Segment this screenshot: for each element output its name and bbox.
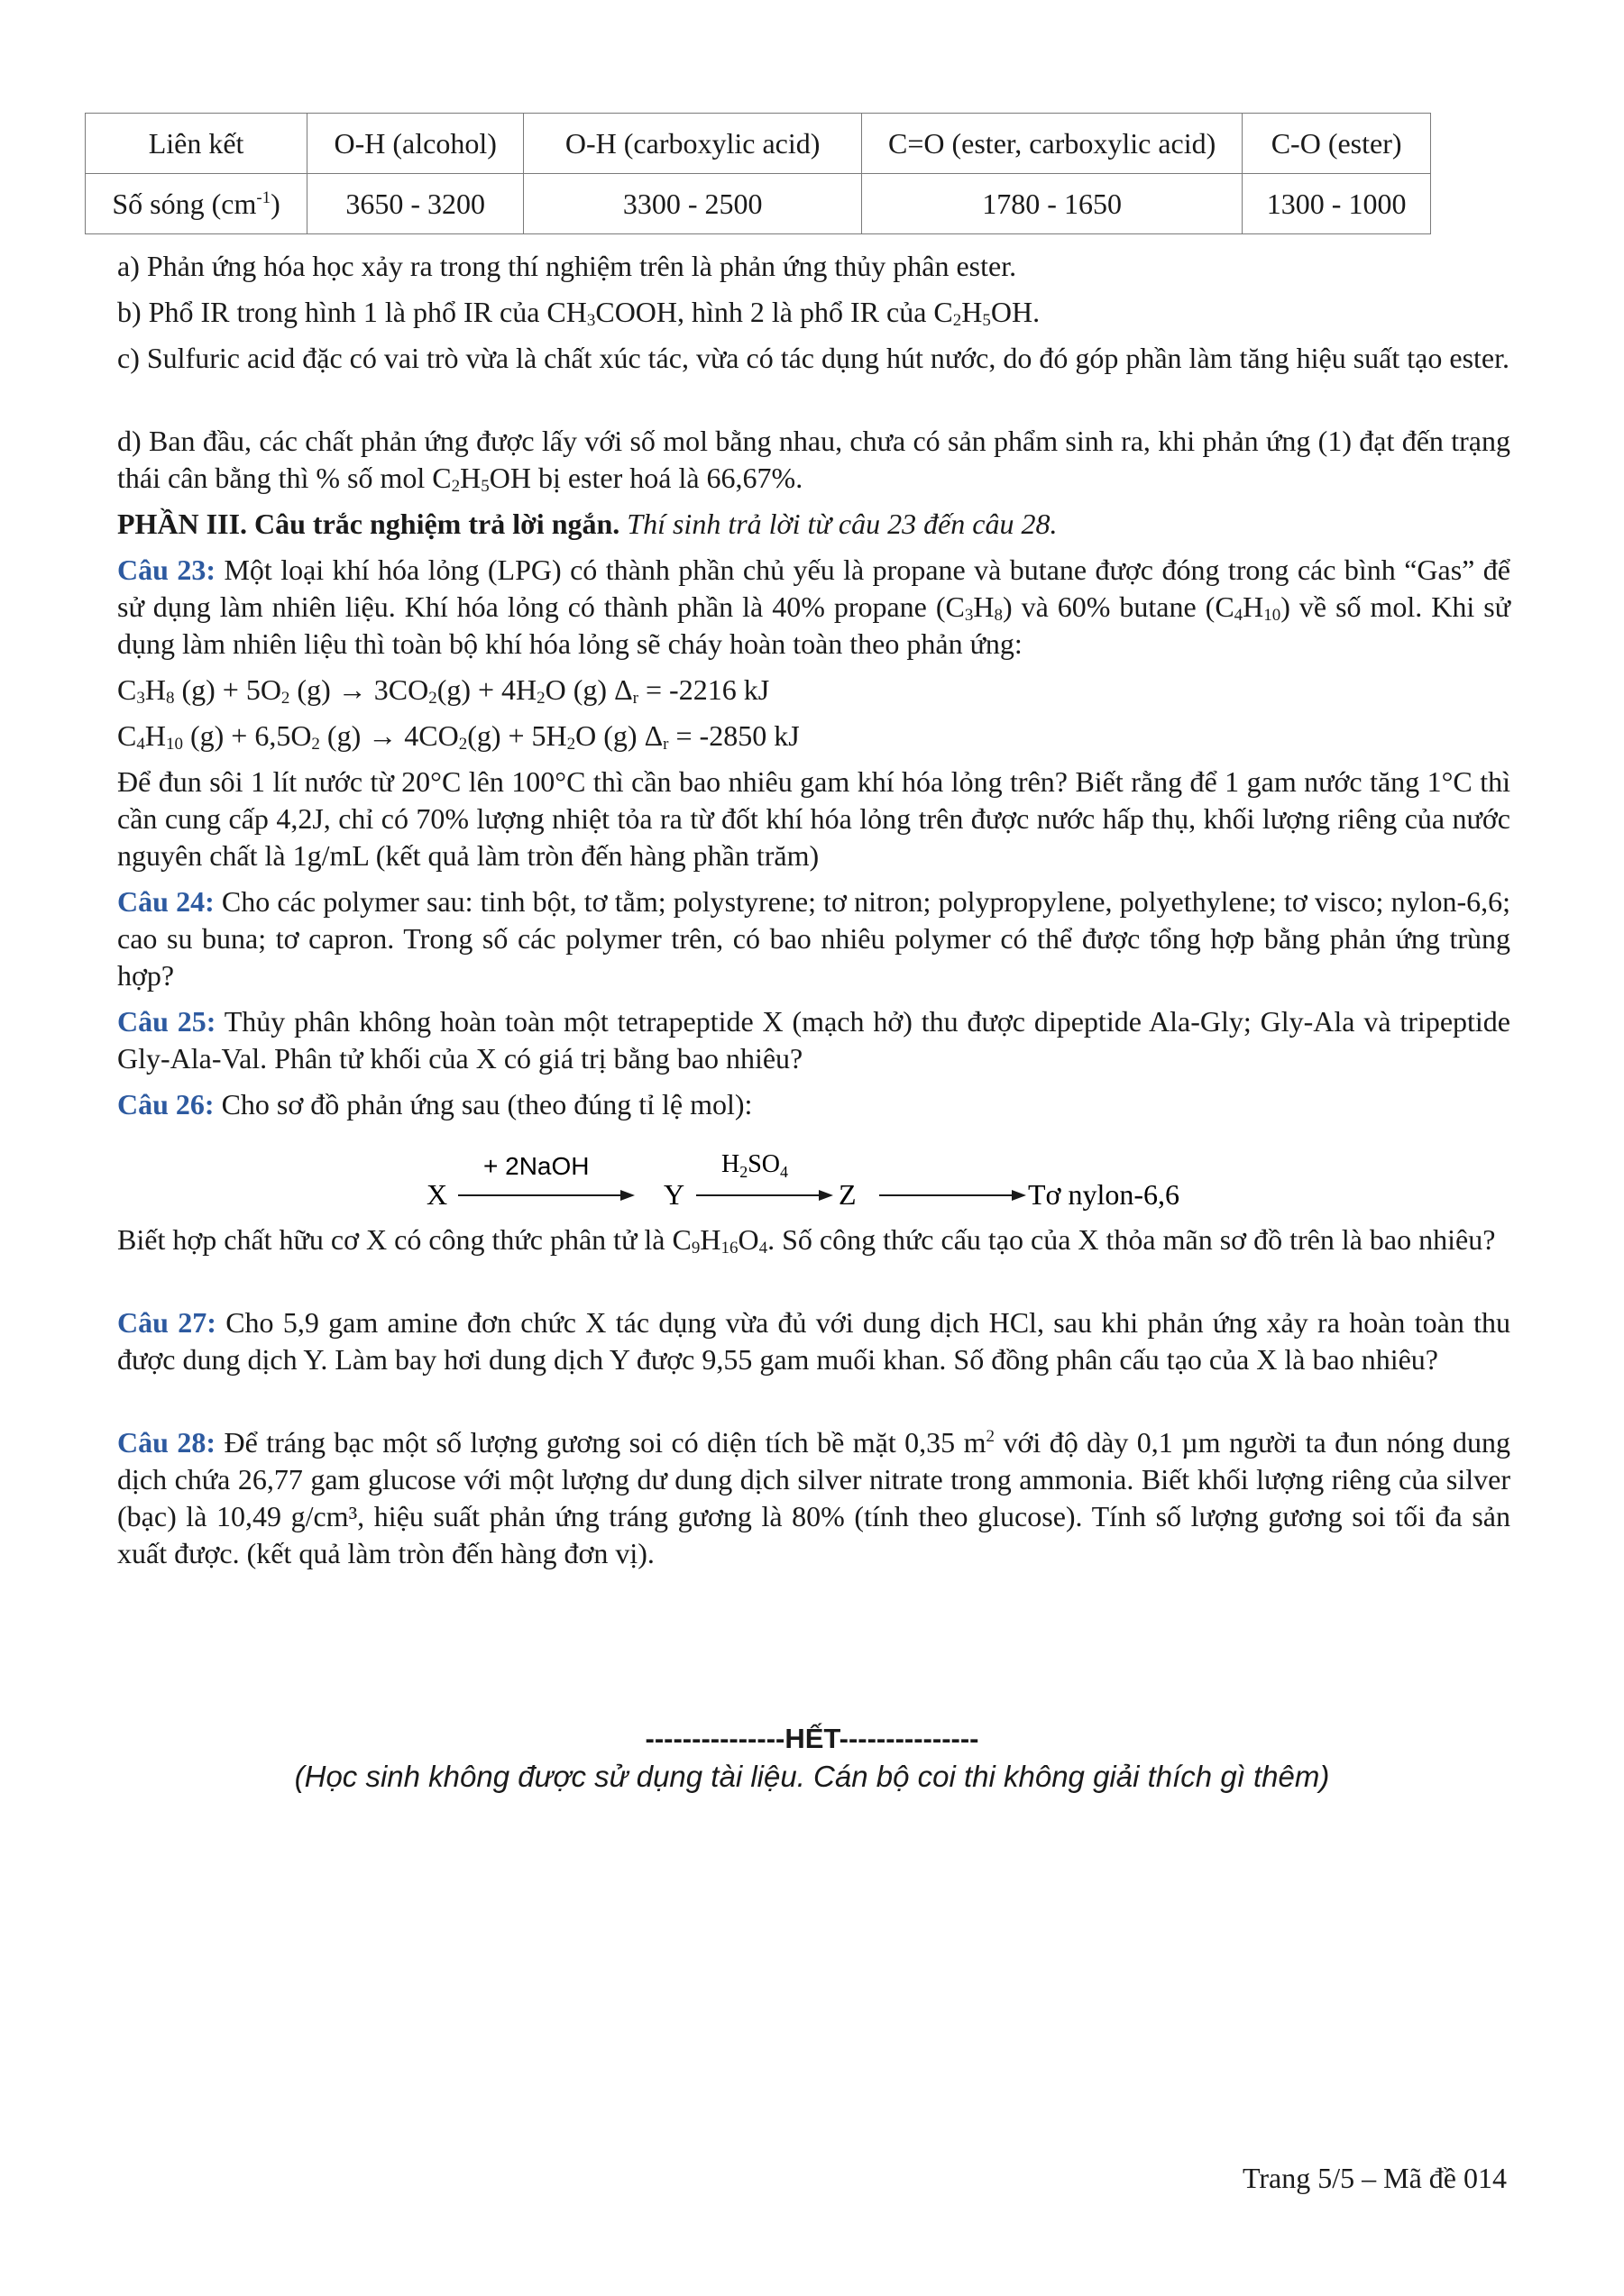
- question-27: Câu 27: Cho 5,9 gam amine đơn chức X tác dụng vừa đủ với dung dịch HCl, sau khi phản ứng xảy ra hoàn toàn thu được dung dịch Y. Làm bay hơi dung dịch Y được 9,55 gam muối khan. Số đồng phân cấu tạo của X là bao nhiêu?: [117, 1306, 1511, 1376]
- question-23-continued: Để đun sôi 1 lít nước từ 20°C lên 100°C thì cần bao nhiêu gam khí hóa lỏng trên? Biết rằng để 1 gam nước tăng 1°C thì cần cung cấp 4,2J, chỉ có 70% lượng nhiệt tỏa ra từ đốt khí hóa lỏng trên được nước hấp thụ, khối lượng riêng của nước nguyên chất là 1g/mL (kết quả làm tròn đến hàng phần trăm): [117, 765, 1510, 872]
- scheme-reagent-h2so4: $H_2SO_4$: [721, 1150, 789, 1181]
- equation-butane: $C_4H_{10}$ $(g) + 6,5O_2$ $(g) \to 4CO_2(g) + 5H_2O$ (g) $\Delta_r = -2850$ kJ: [117, 719, 800, 754]
- table-cell: Liên kết: [86, 114, 307, 174]
- question-24: Câu 24: Cho các polymer sau: tinh bột, tơ tằm; polystyrene; tơ nitron; polypropylene, polyethylene; tơ visco; nylon-6,6; cao su buna; tơ capron. Trong số các polymer trên, có bao nhiêu polymer có thể được tổng hợp bằng phản ứng trùng hợp?: [117, 885, 1511, 992]
- question-26-continued: Biết hợp chất hữu cơ X có công thức phân tử là $C_9H_{16}O_4$. Số công thức cấu tạo của X thỏa mãn sơ đồ trên là bao nhiêu?: [117, 1223, 1496, 1258]
- scheme-x: X: [427, 1178, 448, 1211]
- statement-d: d) Ban đầu, các chất phản ứng được lấy với số mol bằng nhau, chưa có sản phẩm sinh ra, khi phản ứng (1) đạt đến trạng thái cân bằng thì % số mol $C_2H_5OH$ bị ester hoá là 66,67%.: [117, 425, 1510, 496]
- table-row-label: Số sóng $(cm^{-1})$: [86, 174, 307, 234]
- question-label: Câu 26:: [117, 1088, 215, 1121]
- table-cell: 1780 - 1650: [862, 174, 1243, 234]
- question-label: Câu 23:: [117, 553, 216, 586]
- question-23: Câu 23: Một loại khí hóa lỏng (LPG) có thành phần chủ yếu là propane và butane được đóng trong các bình “Gas” để sử dụng làm nhiên liệu. Khí hóa lỏng có thành phần là 40% propane $(C_3H_8)$ và 60% butane $(C_4H_{10})$ về số mol. Khi sử dụng làm nhiên liệu thì toàn bộ khí hóa lỏng sẽ cháy hoàn toàn theo phản ứng:: [117, 553, 1511, 660]
- statement-b: b) Phổ IR trong hình 1 là phổ IR của $CH_3COOH$, hình 2 là phổ IR của $C_2H_5OH$.: [117, 296, 1041, 330]
- table-cell: 1300 - 1000: [1243, 174, 1431, 234]
- question-25: Câu 25: Thủy phân không hoàn toàn một tetrapeptide X (mạch hở) thu được dipeptide Ala-Gly; Gly-Ala và tripeptide Gly-Ala-Val. Phân tử khối của X có giá trị bằng bao nhiêu?: [117, 1005, 1511, 1075]
- question-label: Câu 25:: [117, 1005, 216, 1038]
- table-cell: 3650 - 3200: [307, 174, 524, 234]
- statements-block: [117, 248, 1510, 1132]
- reaction-scheme: [415, 1143, 1226, 1215]
- arrow-1-head: [620, 1190, 635, 1201]
- equation-propane: $C_3H_8$ $(g) + 5O_2$ $(g) \to 3CO_2(g) + 4H_2O$ (g) $\Delta_r = -2216$ kJ: [117, 673, 770, 708]
- statement-a: a) Phản ứng hóa học xảy ra trong thí nghiệm trên là phản ứng thủy phân ester.: [117, 250, 1017, 282]
- part3-heading: PHẦN III. Câu trắc nghiệm trả lời ngắn. Thí sinh trả lời từ câu 23 đến câu 28.: [117, 508, 1058, 540]
- table-header-row: [86, 114, 1431, 174]
- questions-block-2: [117, 1221, 1510, 1572]
- scheme-product: Tơ nylon-6,6: [1028, 1178, 1180, 1211]
- scheme-z: Z: [839, 1178, 857, 1211]
- ir-wavenumber-table: [85, 113, 1431, 234]
- table-cell: C-O (ester): [1243, 114, 1431, 174]
- table-row: [86, 174, 1431, 234]
- table-cell: 3300 - 2500: [524, 174, 862, 234]
- question-26: Câu 26: Cho sơ đồ phản ứng sau (theo đúng tỉ lệ mol):: [117, 1088, 753, 1121]
- question-label: Câu 27:: [117, 1306, 216, 1339]
- question-label: Câu 24:: [117, 885, 215, 918]
- scheme-y: Y: [664, 1178, 685, 1211]
- statement-c: c) Sulfuric acid đặc có vai trò vừa là chất xúc tác, vừa có tác dụng hút nước, do đó góp phần làm tăng hiệu suất tạo ester.: [117, 342, 1509, 374]
- scheme-reagent-naoh: + 2NaOH: [483, 1152, 590, 1180]
- question-28: Câu 28: Để tráng bạc một số lượng gương soi có diện tích bề mặt 0,35 $m^2$ với độ dày 0,1 µm người ta đun nóng dung dịch chứa 26,77 gam glucose với một lượng dư dung dịch silver nitrate trong ammonia. Biết khối lượng riêng của silver (bạc) là 10,49 g/cm³, hiệu suất phản ứng tráng gương là 80% (tính theo glucose). Tính số lượng gương soi tối đa sản xuất được. (kết quả làm tròn đến hàng đơn vị).: [117, 1426, 1511, 1569]
- page-footer: Trang 5/5 – Mã đề 014: [1242, 2162, 1507, 2194]
- arrow-2-head: [819, 1190, 833, 1201]
- question-label: Câu 28:: [117, 1426, 216, 1459]
- end-note: (Học sinh không được sử dụng tài liệu. Cán bộ coi thi không giải thích gì thêm): [294, 1760, 1330, 1793]
- end-marker: ---------------HẾT---------------: [645, 1723, 979, 1754]
- table-cell: O-H (carboxylic acid): [524, 114, 862, 174]
- table-cell: O-H (alcohol): [307, 114, 524, 174]
- table-cell: C=O (ester, carboxylic acid): [862, 114, 1243, 174]
- arrow-3-head: [1012, 1190, 1026, 1201]
